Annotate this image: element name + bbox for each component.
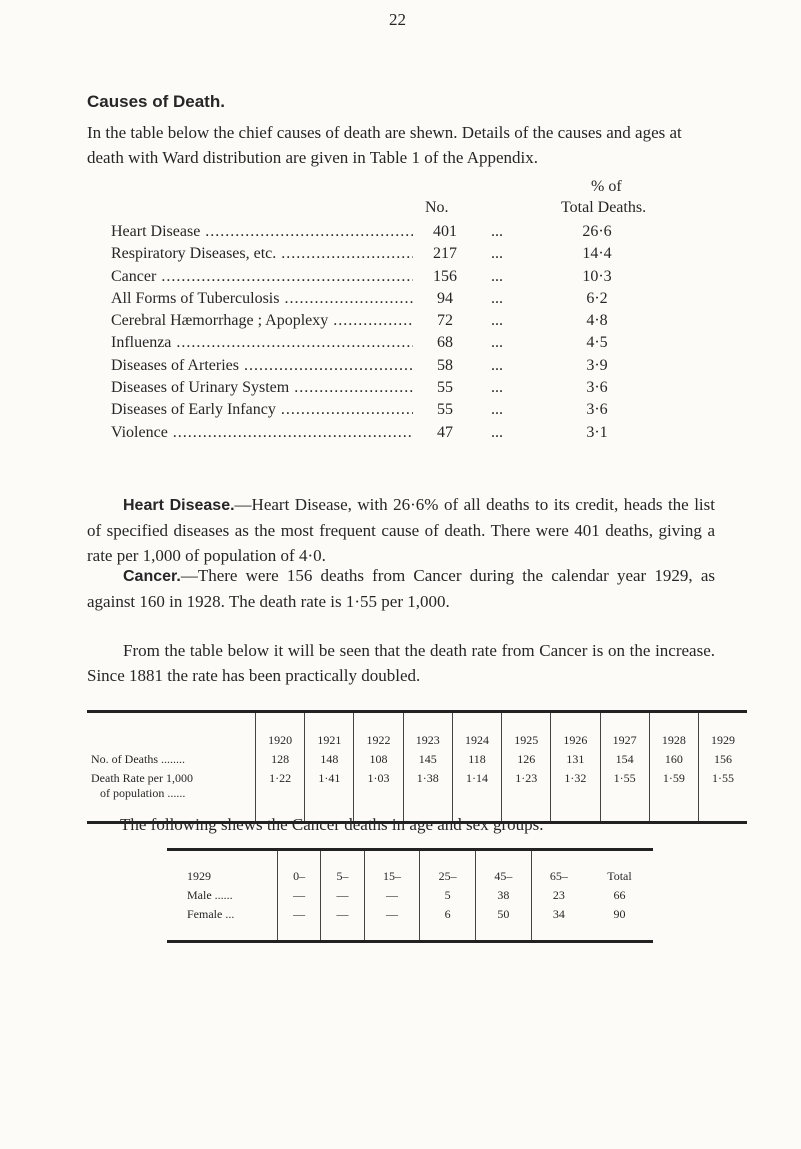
year-cell: 1920	[256, 712, 305, 751]
year-cell: 1925	[502, 712, 551, 751]
year-cell: 1927	[600, 712, 649, 751]
cause-name: Cancer .....	[111, 266, 413, 288]
rate-cell: 1·59	[649, 769, 698, 823]
rate-cell: 1·32	[551, 769, 600, 823]
cause-count: 68	[437, 334, 453, 352]
cancer-text: —There were 156 deaths from Cancer during the calendar year 1929, as against 160 in 1928. The death rate is 1·55 per 1,000.	[87, 566, 715, 611]
leader-dots: ...	[491, 245, 503, 263]
pct-column-header-line2: Total Deaths.	[561, 199, 647, 216]
age-value-cell: 5	[420, 886, 476, 905]
age-value-cell: 23	[531, 886, 586, 905]
year-cell: 1924	[452, 712, 501, 751]
cause-row	[111, 355, 711, 377]
age-group-header: Total	[607, 869, 632, 883]
causes-header	[111, 176, 711, 221]
age-value-cell: —	[321, 905, 364, 942]
pct-column-header-line1: % of	[591, 178, 622, 195]
age-group-header: 45–	[476, 850, 532, 887]
cause-name: Diseases of Urinary System .....	[111, 377, 413, 399]
no-column-header: No.	[425, 199, 449, 216]
deaths-cell: 154	[600, 750, 649, 769]
cause-row	[111, 399, 711, 421]
blank-cell	[87, 712, 256, 751]
age-group-header: 15–	[364, 850, 420, 887]
rate-cell: 1·55	[600, 769, 649, 823]
section-title: Causes of Death.	[87, 92, 225, 111]
cause-name: Violence .....	[111, 422, 413, 444]
leader-dots: ...	[491, 267, 503, 285]
cause-percent: 3·9	[586, 356, 608, 374]
age-group-header: 0–	[278, 850, 321, 887]
deaths-cell: 126	[502, 750, 551, 769]
cause-name: Diseases of Arteries .....	[111, 355, 413, 377]
heart-disease-text: —Heart Disease, with 26·6% of all deaths to its credit, heads the list of specified diseases as the most frequent cause of death. There were 401 deaths, giving a rate per 1,000 of population of 4·0.	[87, 495, 715, 565]
cause-count: 94	[437, 289, 453, 307]
cause-name: Respiratory Diseases, etc. .....	[111, 243, 413, 265]
rate-row-label: Death Rate per 1,000 of population ......	[91, 771, 193, 800]
page-number: 22	[389, 10, 406, 29]
age-value-cell: —	[364, 886, 420, 905]
cause-count: 72	[437, 312, 453, 330]
deaths-cell: 128	[256, 750, 305, 769]
leader-dots: ...	[491, 379, 503, 397]
age-value-cell: —	[278, 886, 321, 905]
cause-count: 401	[433, 223, 457, 240]
leader-dots: ...	[491, 223, 503, 240]
rate-cell: 1·23	[502, 769, 551, 823]
age-value-cell: 38	[476, 886, 532, 905]
year-cell: 1928	[649, 712, 698, 751]
cause-name: Heart Disease .....	[111, 221, 413, 243]
cause-count: 55	[437, 401, 453, 419]
age-value-cell: —	[364, 905, 420, 942]
age-value-cell: 66	[613, 888, 626, 902]
leader-dots: ...	[491, 334, 503, 352]
cause-count: 58	[437, 356, 453, 374]
rate-cell: 1·22	[256, 769, 305, 823]
rate-cell: 1·38	[403, 769, 452, 823]
cause-percent: 14·4	[582, 245, 612, 263]
deaths-cell: 118	[452, 750, 501, 769]
year-cell: 1922	[354, 712, 403, 751]
deaths-cell: 108	[354, 750, 403, 769]
cause-row	[111, 266, 711, 288]
age-group-header: 5–	[321, 850, 364, 887]
cause-name: All Forms of Tuberculosis .....	[111, 288, 413, 310]
age-value-cell: 6	[420, 905, 476, 942]
age-value-cell: —	[278, 905, 321, 942]
cause-percent: 26·6	[582, 223, 612, 240]
age-value-cell: 34	[531, 905, 586, 942]
year-cell: 1929	[698, 712, 747, 751]
year-cell: 1929	[187, 869, 211, 883]
cause-row	[111, 310, 711, 332]
year-cell: 1921	[305, 712, 354, 751]
cause-percent: 10·3	[582, 267, 612, 285]
heart-disease-heading: Heart Disease.	[123, 497, 235, 514]
deaths-cell: 156	[698, 750, 747, 769]
cause-name: Influenza .....	[111, 332, 413, 354]
cause-percent: 4·8	[586, 312, 608, 330]
age-groups-paragraph: The following shews the Cancer deaths in age and sex groups.	[120, 815, 544, 834]
cancer-trend-table	[87, 710, 747, 824]
cancer-heading: Cancer.	[123, 568, 181, 585]
cause-row	[111, 332, 711, 354]
heart-disease-paragraph	[87, 492, 715, 568]
rate-cell: 1·14	[452, 769, 501, 823]
deaths-cell: 131	[551, 750, 600, 769]
leader-dots: ...	[491, 356, 503, 374]
cause-count: 55	[437, 379, 453, 397]
intro-paragraph: In the table below the chief causes of death are shewn. Details of the causes and ages at death with Ward distribution are given in Table 1 of the Appendix.	[87, 123, 682, 167]
deaths-cell: 160	[649, 750, 698, 769]
cause-percent: 3·6	[586, 401, 608, 419]
year-cell: 1926	[551, 712, 600, 751]
rate-cell: 1·41	[305, 769, 354, 823]
cancer-paragraph	[87, 563, 715, 614]
deaths-cell: 148	[305, 750, 354, 769]
cause-count: 47	[437, 423, 453, 441]
trend-paragraph: From the table below it will be seen that the death rate from Cancer is on the increase. Since 1881 the rate has been practically doubled.	[87, 641, 715, 685]
age-sex-table	[167, 848, 653, 943]
cause-row	[111, 221, 711, 243]
age-value-cell: 50	[476, 905, 532, 942]
leader-dots: ...	[491, 401, 503, 419]
cause-name: Cerebral Hæmorrhage ; Apoplexy .....	[111, 310, 413, 332]
cause-percent: 3·6	[586, 379, 608, 397]
cause-row	[111, 422, 711, 444]
rate-cell: 1·03	[354, 769, 403, 823]
deaths-cell: 145	[403, 750, 452, 769]
cause-percent: 6·2	[586, 289, 608, 307]
cause-count: 156	[433, 267, 457, 285]
cause-row	[111, 243, 711, 265]
year-cell: 1923	[403, 712, 452, 751]
cause-row	[111, 288, 711, 310]
deaths-row-label: No. of Deaths ........	[91, 752, 185, 766]
leader-dots: ...	[491, 423, 503, 441]
causes-table	[111, 176, 711, 444]
cause-name: Diseases of Early Infancy .....	[111, 399, 413, 421]
cause-percent: 3·1	[586, 423, 608, 441]
leader-dots: ...	[491, 289, 503, 307]
age-value-cell: 90	[613, 907, 626, 921]
sex-label: Male ......	[187, 888, 233, 902]
age-value-cell: —	[321, 886, 364, 905]
leader-dots: ...	[491, 312, 503, 330]
cause-row	[111, 377, 711, 399]
age-group-header: 65–	[531, 850, 586, 887]
cause-count: 217	[433, 245, 457, 263]
rate-cell: 1·55	[698, 769, 747, 823]
cause-percent: 4·5	[586, 334, 608, 352]
sex-label: Female ...	[187, 907, 235, 921]
age-group-header: 25–	[420, 850, 476, 887]
